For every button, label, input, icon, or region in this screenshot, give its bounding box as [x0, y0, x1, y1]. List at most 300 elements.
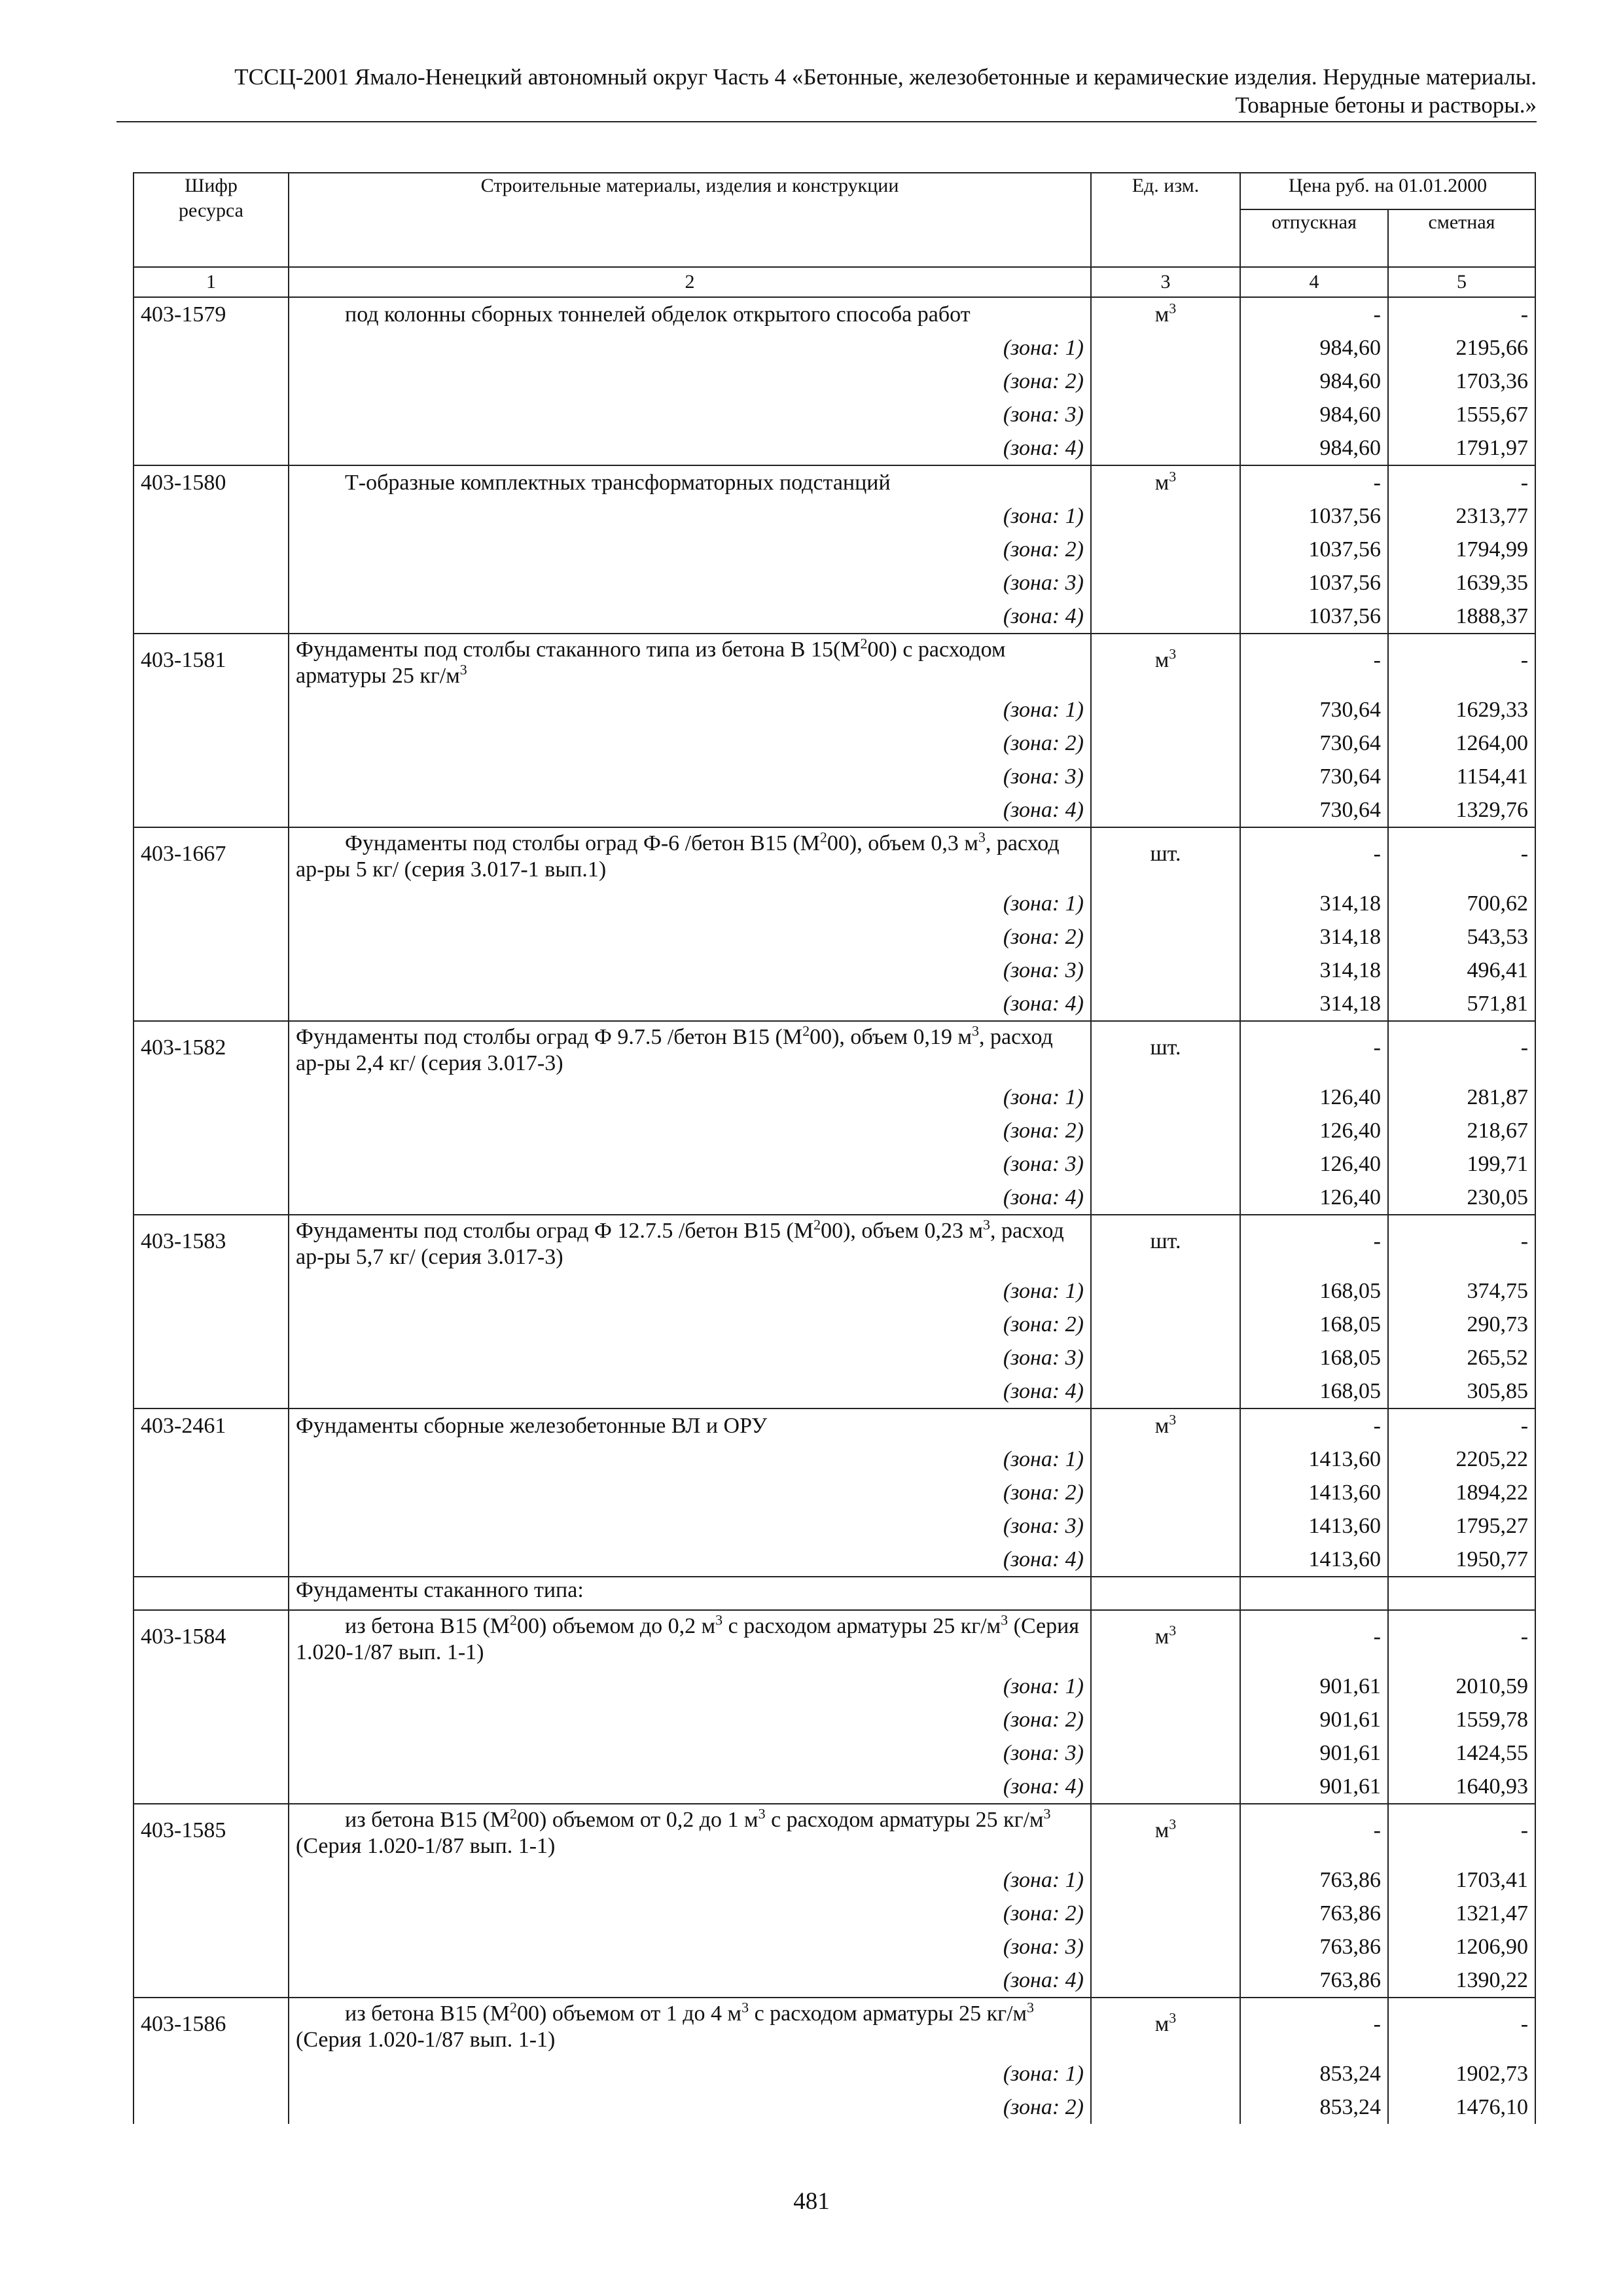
empty-cell: [1091, 1543, 1240, 1577]
empty-cell: [134, 1509, 289, 1543]
resource-name: из бетона В15 $(М^200)$ объемом от 1 до 4 $м^3$ с расходом арматуры 25 $кг/м^3$ (Серия 1.020-1/87 вып. 1-1): [289, 1998, 1091, 2057]
empty-cell: [134, 2057, 289, 2090]
zone-estimate-price: 1950,77: [1388, 1543, 1535, 1577]
resource-row: [134, 1804, 1535, 1863]
empty-cell: [134, 2090, 289, 2124]
zone-estimate-price: 1476,10: [1388, 2090, 1535, 2124]
zone-label: (зона: 1): [289, 1443, 1091, 1476]
zone-label: (зона: 4): [289, 1374, 1091, 1408]
empty-cell: [1091, 2057, 1240, 2090]
empty-cell: [134, 566, 289, 600]
zone-label: (зона: 2): [289, 1897, 1091, 1930]
empty-cell: [1091, 1443, 1240, 1476]
zone-row: [134, 431, 1535, 465]
zone-label: (зона: 4): [289, 1543, 1091, 1577]
empty-cell: [1091, 1897, 1240, 1930]
zone-row: [134, 1274, 1535, 1308]
resource-name: под колонны сборных тоннелей обделок открытого способа работ: [289, 297, 1091, 331]
zone-estimate-price: 1791,97: [1388, 431, 1535, 465]
col-header-price: Цена руб. на 01.01.2000: [1240, 173, 1535, 209]
empty-cell: [134, 1308, 289, 1341]
empty-cell: [134, 1147, 289, 1181]
zone-row: [134, 1341, 1535, 1374]
zone-row: [134, 1964, 1535, 1998]
zone-estimate-price: 1629,33: [1388, 693, 1535, 726]
release-price: -: [1240, 1215, 1388, 1274]
unit-of-measure: $м^3$: [1091, 297, 1240, 331]
zone-estimate-price: 543,53: [1388, 920, 1535, 954]
zone-row: [134, 1897, 1535, 1930]
zone-estimate-price: 1390,22: [1388, 1964, 1535, 1998]
zone-estimate-price: 1559,78: [1388, 1703, 1535, 1736]
zone-row: [134, 1443, 1535, 1476]
zone-label: (зона: 3): [289, 760, 1091, 793]
col-number: 1: [134, 267, 289, 297]
empty-cell: [1091, 2090, 1240, 2124]
zone-label: (зона: 1): [289, 887, 1091, 920]
resource-name: Фундаменты под столбы оград Ф-6 /бетон В15 $(М^200)$, объем 0,3 $м^3$, расход ар-ры 5 кг/ (серия 3.017-1 вып.1): [289, 827, 1091, 887]
estimate-price: -: [1388, 1998, 1535, 2057]
resource-code: 403-1579: [134, 297, 289, 331]
unit-of-measure: $м^3$: [1091, 465, 1240, 499]
zone-label: (зона: 2): [289, 365, 1091, 398]
zone-release-price: 763,86: [1240, 1863, 1388, 1897]
zone-label: (зона: 1): [289, 1274, 1091, 1308]
zone-row: [134, 1543, 1535, 1577]
zone-release-price: 901,61: [1240, 1703, 1388, 1736]
empty-cell: [1091, 726, 1240, 760]
resource-row: [134, 1215, 1535, 1274]
zone-estimate-price: 2195,66: [1388, 331, 1535, 365]
zone-row: [134, 533, 1535, 566]
empty-cell: [134, 726, 289, 760]
zone-release-price: 1413,60: [1240, 1543, 1388, 1577]
zone-release-price: 1413,60: [1240, 1509, 1388, 1543]
zone-estimate-price: 199,71: [1388, 1147, 1535, 1181]
zone-label: (зона: 2): [289, 533, 1091, 566]
resource-row: [134, 1998, 1535, 2057]
zone-release-price: 314,18: [1240, 920, 1388, 954]
unit-of-measure: $м^3$: [1091, 1610, 1240, 1670]
zone-row: [134, 2057, 1535, 2090]
empty-cell: [1091, 1964, 1240, 1998]
empty-cell: [134, 987, 289, 1021]
zone-estimate-price: 374,75: [1388, 1274, 1535, 1308]
resource-code: 403-1582: [134, 1021, 289, 1081]
zone-row: [134, 2090, 1535, 2124]
zone-release-price: 168,05: [1240, 1374, 1388, 1408]
empty-cell: [1091, 566, 1240, 600]
column-number-row: [134, 267, 1535, 297]
zone-label: (зона: 1): [289, 331, 1091, 365]
zone-estimate-price: 1555,67: [1388, 398, 1535, 431]
resource-row: [134, 465, 1535, 499]
empty-cell: [1091, 760, 1240, 793]
empty-cell: [1091, 1476, 1240, 1509]
zone-row: [134, 1181, 1535, 1215]
zone-estimate-price: 1888,37: [1388, 600, 1535, 634]
zone-label: (зона: 1): [289, 1863, 1091, 1897]
resource-code: 403-1584: [134, 1610, 289, 1670]
zone-row: [134, 954, 1535, 987]
zone-label: (зона: 2): [289, 1114, 1091, 1147]
resource-name: из бетона В15 $(М^200)$ объемом от 0,2 до 1 $м^3$ с расходом арматуры 25 $кг/м^3$ (Серия 1.020-1/87 вып. 1-1): [289, 1804, 1091, 1863]
unit-of-measure: шт.: [1091, 827, 1240, 887]
col-number: 5: [1388, 267, 1535, 297]
empty-cell: [134, 533, 289, 566]
empty-cell: [134, 398, 289, 431]
zone-label: (зона: 3): [289, 1736, 1091, 1770]
zone-row: [134, 1476, 1535, 1509]
zone-label: (зона: 3): [289, 954, 1091, 987]
zone-estimate-price: 571,81: [1388, 987, 1535, 1021]
empty-cell: [1091, 331, 1240, 365]
estimate-price: -: [1388, 827, 1535, 887]
price-table: [133, 172, 1536, 2124]
zone-label: (зона: 1): [289, 693, 1091, 726]
empty-cell: [1091, 1770, 1240, 1804]
zone-release-price: 730,64: [1240, 693, 1388, 726]
resource-name: Фундаменты под столбы оград Ф 9.7.5 /бетон В15 $(М^200)$, объем 0,19 $м^3$, расход ар-ры 2,4 кг/ (серия 3.017-3): [289, 1021, 1091, 1081]
zone-release-price: 984,60: [1240, 365, 1388, 398]
empty-cell: [134, 920, 289, 954]
zone-label: (зона: 4): [289, 1181, 1091, 1215]
section-title: Фундаменты стаканного типа:: [289, 1577, 1091, 1610]
empty-cell: [134, 1930, 289, 1964]
zone-row: [134, 499, 1535, 533]
empty-cell: [1091, 1670, 1240, 1703]
unit-of-measure: шт.: [1091, 1021, 1240, 1081]
zone-release-price: 763,86: [1240, 1930, 1388, 1964]
zone-estimate-price: 496,41: [1388, 954, 1535, 987]
page-number: 481: [793, 2188, 830, 2215]
zone-release-price: 763,86: [1240, 1964, 1388, 1998]
zone-estimate-price: 1902,73: [1388, 2057, 1535, 2090]
empty-cell: [134, 793, 289, 827]
empty-cell: [134, 1341, 289, 1374]
unit-of-measure: $м^3$: [1091, 1998, 1240, 2057]
zone-release-price: 763,86: [1240, 1897, 1388, 1930]
zone-release-price: 1037,56: [1240, 499, 1388, 533]
empty-cell: [134, 431, 289, 465]
col-number: 3: [1091, 267, 1240, 297]
zone-row: [134, 987, 1535, 1021]
estimate-price: -: [1388, 465, 1535, 499]
zone-release-price: 984,60: [1240, 431, 1388, 465]
zone-label: (зона: 4): [289, 431, 1091, 465]
release-price: -: [1240, 297, 1388, 331]
zone-estimate-price: 1329,76: [1388, 793, 1535, 827]
empty-cell: [134, 760, 289, 793]
resource-code: 403-1580: [134, 465, 289, 499]
zone-label: (зона: 4): [289, 600, 1091, 634]
col-number: 2: [289, 267, 1091, 297]
zone-release-price: 730,64: [1240, 726, 1388, 760]
zone-label: (зона: 2): [289, 1308, 1091, 1341]
zone-label: (зона: 3): [289, 1509, 1091, 1543]
zone-label: (зона: 3): [289, 566, 1091, 600]
empty-cell: [1091, 887, 1240, 920]
zone-row: [134, 1770, 1535, 1804]
resource-row: [134, 1408, 1535, 1443]
zone-row: [134, 1670, 1535, 1703]
zone-label: (зона: 1): [289, 1081, 1091, 1114]
zone-row: [134, 920, 1535, 954]
estimate-price: -: [1388, 1215, 1535, 1274]
empty-cell: [1091, 1736, 1240, 1770]
empty-cell: [134, 1114, 289, 1147]
empty-cell: [134, 1964, 289, 1998]
zone-label: (зона: 3): [289, 1341, 1091, 1374]
zone-release-price: 1037,56: [1240, 533, 1388, 566]
zone-estimate-price: 2205,22: [1388, 1443, 1535, 1476]
zone-label: (зона: 4): [289, 1770, 1091, 1804]
empty-cell: [1091, 1577, 1240, 1610]
resource-code: 403-1581: [134, 634, 289, 693]
zone-estimate-price: 218,67: [1388, 1114, 1535, 1147]
empty-cell: [1091, 1509, 1240, 1543]
header-line-1: ТССЦ-2001 Ямало-Ненецкий автономный округ Часть 4 «Бетонные, железобетонные и керамические изделия. Нерудные материалы.: [234, 64, 1537, 90]
zone-release-price: 901,61: [1240, 1670, 1388, 1703]
col-number: 4: [1240, 267, 1388, 297]
zone-release-price: 901,61: [1240, 1770, 1388, 1804]
zone-row: [134, 1081, 1535, 1114]
zone-release-price: 730,64: [1240, 760, 1388, 793]
zone-label: (зона: 4): [289, 793, 1091, 827]
zone-estimate-price: 1703,41: [1388, 1863, 1535, 1897]
zone-estimate-price: 305,85: [1388, 1374, 1535, 1408]
zone-row: [134, 793, 1535, 827]
zone-row: [134, 693, 1535, 726]
empty-cell: [134, 1443, 289, 1476]
zone-estimate-price: 2313,77: [1388, 499, 1535, 533]
resource-code: 403-1667: [134, 827, 289, 887]
empty-cell: [1091, 398, 1240, 431]
resource-row: [134, 634, 1535, 693]
empty-cell: [134, 499, 289, 533]
empty-cell: [1091, 499, 1240, 533]
resource-code: 403-2461: [134, 1408, 289, 1443]
resource-name: Т-образные комплектных трансформаторных подстанций: [289, 465, 1091, 499]
zone-estimate-price: 1794,99: [1388, 533, 1535, 566]
empty-cell: [1091, 365, 1240, 398]
zone-label: (зона: 1): [289, 2057, 1091, 2090]
empty-cell: [134, 1476, 289, 1509]
resource-row: [134, 297, 1535, 331]
zone-release-price: 901,61: [1240, 1736, 1388, 1770]
empty-cell: [134, 1736, 289, 1770]
zone-release-price: 1413,60: [1240, 1443, 1388, 1476]
estimate-price: -: [1388, 1804, 1535, 1863]
release-price: -: [1240, 1408, 1388, 1443]
resource-name: из бетона В15 $(М^200)$ объемом до 0,2 $м^3$ с расходом арматуры 25 $кг/м^3$ (Серия 1.020-1/87 вып. 1-1): [289, 1610, 1091, 1670]
zone-label: (зона: 2): [289, 2090, 1091, 2124]
empty-cell: [134, 1670, 289, 1703]
estimate-price: -: [1388, 634, 1535, 693]
zone-release-price: 853,24: [1240, 2090, 1388, 2124]
zone-row: [134, 1374, 1535, 1408]
zone-row: [134, 1308, 1535, 1341]
zone-row: [134, 1147, 1535, 1181]
zone-label: (зона: 3): [289, 1930, 1091, 1964]
estimate-price: -: [1388, 1610, 1535, 1670]
empty-cell: [1240, 1577, 1388, 1610]
col-header-code: Шифр ресурса: [134, 173, 289, 267]
empty-cell: [1091, 920, 1240, 954]
zone-label: (зона: 1): [289, 499, 1091, 533]
estimate-price: -: [1388, 1021, 1535, 1081]
zone-release-price: 126,40: [1240, 1147, 1388, 1181]
empty-cell: [134, 1863, 289, 1897]
zone-estimate-price: 230,05: [1388, 1181, 1535, 1215]
zone-label: (зона: 3): [289, 1147, 1091, 1181]
empty-cell: [1091, 431, 1240, 465]
zone-estimate-price: 1640,93: [1388, 1770, 1535, 1804]
empty-cell: [1091, 1703, 1240, 1736]
col-header-unit: Ед. изм.: [1091, 173, 1240, 267]
zone-row: [134, 1736, 1535, 1770]
empty-cell: [1091, 1863, 1240, 1897]
zone-estimate-price: 265,52: [1388, 1341, 1535, 1374]
zone-estimate-price: 1639,35: [1388, 566, 1535, 600]
zone-row: [134, 365, 1535, 398]
estimate-price: -: [1388, 297, 1535, 331]
empty-cell: [1091, 1374, 1240, 1408]
zone-release-price: 314,18: [1240, 987, 1388, 1021]
empty-cell: [1091, 1147, 1240, 1181]
release-price: -: [1240, 827, 1388, 887]
zone-estimate-price: 281,87: [1388, 1081, 1535, 1114]
zone-label: (зона: 2): [289, 726, 1091, 760]
empty-cell: [1091, 533, 1240, 566]
empty-cell: [1388, 1577, 1535, 1610]
empty-cell: [1091, 1181, 1240, 1215]
resource-row: [134, 827, 1535, 887]
release-price: -: [1240, 1610, 1388, 1670]
zone-release-price: 168,05: [1240, 1274, 1388, 1308]
header-divider: [116, 121, 1537, 122]
zone-label: (зона: 4): [289, 1964, 1091, 1998]
zone-row: [134, 566, 1535, 600]
zone-estimate-price: 1206,90: [1388, 1930, 1535, 1964]
zone-estimate-price: 1795,27: [1388, 1509, 1535, 1543]
empty-cell: [134, 1081, 289, 1114]
empty-cell: [1091, 1930, 1240, 1964]
release-price: -: [1240, 1021, 1388, 1081]
empty-cell: [1091, 693, 1240, 726]
resource-code: 403-1583: [134, 1215, 289, 1274]
zone-label: (зона: 1): [289, 1670, 1091, 1703]
zone-release-price: 314,18: [1240, 954, 1388, 987]
col-header-estimate: сметная: [1388, 209, 1535, 267]
zone-release-price: 853,24: [1240, 2057, 1388, 2090]
zone-row: [134, 331, 1535, 365]
resource-name: Фундаменты сборные железобетонные ВЛ и ОРУ: [289, 1408, 1091, 1443]
zone-release-price: 1037,56: [1240, 566, 1388, 600]
zone-release-price: 730,64: [1240, 793, 1388, 827]
zone-row: [134, 1509, 1535, 1543]
empty-cell: [134, 887, 289, 920]
estimate-price: -: [1388, 1408, 1535, 1443]
release-price: -: [1240, 465, 1388, 499]
empty-cell: [134, 1374, 289, 1408]
empty-cell: [134, 1274, 289, 1308]
running-header: [116, 63, 1537, 119]
zone-release-price: 126,40: [1240, 1181, 1388, 1215]
empty-cell: [1091, 954, 1240, 987]
resource-name: Фундаменты под столбы стаканного типа из бетона В $15(М^200)$ с расходом арматуры 25 $кг/м^3$: [289, 634, 1091, 693]
zone-release-price: 1037,56: [1240, 600, 1388, 634]
col-header-name: Строительные материалы, изделия и конструкции: [289, 173, 1091, 267]
zone-estimate-price: 290,73: [1388, 1308, 1535, 1341]
unit-of-measure: $м^3$: [1091, 1408, 1240, 1443]
zone-row: [134, 760, 1535, 793]
release-price: -: [1240, 1998, 1388, 2057]
empty-cell: [134, 1181, 289, 1215]
zone-label: (зона: 2): [289, 1476, 1091, 1509]
zone-estimate-price: 700,62: [1388, 887, 1535, 920]
section-row: [134, 1577, 1535, 1610]
resource-code: 403-1585: [134, 1804, 289, 1863]
col-header-release: отпускная: [1240, 209, 1388, 267]
zone-estimate-price: 1703,36: [1388, 365, 1535, 398]
empty-cell: [134, 331, 289, 365]
zone-row: [134, 398, 1535, 431]
empty-cell: [1091, 600, 1240, 634]
unit-of-measure: $м^3$: [1091, 1804, 1240, 1863]
empty-cell: [1091, 1308, 1240, 1341]
release-price: -: [1240, 634, 1388, 693]
empty-cell: [1091, 987, 1240, 1021]
zone-release-price: 126,40: [1240, 1081, 1388, 1114]
zone-release-price: 314,18: [1240, 887, 1388, 920]
zone-label: (зона: 2): [289, 920, 1091, 954]
empty-cell: [1091, 1114, 1240, 1147]
zone-release-price: 168,05: [1240, 1308, 1388, 1341]
unit-of-measure: $м^3$: [1091, 634, 1240, 693]
resource-code: 403-1586: [134, 1998, 289, 2057]
release-price: -: [1240, 1804, 1388, 1863]
resource-name: Фундаменты под столбы оград Ф 12.7.5 /бетон В15 $(М^200)$, объем 0,23 $м^3$, расход ар-ры 5,7 кг/ (серия 3.017-3): [289, 1215, 1091, 1274]
zone-row: [134, 600, 1535, 634]
zone-row: [134, 726, 1535, 760]
empty-cell: [1091, 793, 1240, 827]
zone-row: [134, 1930, 1535, 1964]
empty-cell: [1091, 1081, 1240, 1114]
zone-row: [134, 1863, 1535, 1897]
zone-label: (зона: 2): [289, 1703, 1091, 1736]
zone-estimate-price: 1424,55: [1388, 1736, 1535, 1770]
zone-release-price: 126,40: [1240, 1114, 1388, 1147]
empty-cell: [134, 1543, 289, 1577]
zone-release-price: 984,60: [1240, 398, 1388, 431]
empty-cell: [134, 1577, 289, 1610]
empty-cell: [1091, 1274, 1240, 1308]
zone-estimate-price: 1154,41: [1388, 760, 1535, 793]
zone-label: (зона: 3): [289, 398, 1091, 431]
zone-row: [134, 887, 1535, 920]
unit-of-measure: шт.: [1091, 1215, 1240, 1274]
empty-cell: [134, 954, 289, 987]
zone-row: [134, 1703, 1535, 1736]
zone-estimate-price: 1321,47: [1388, 1897, 1535, 1930]
empty-cell: [134, 1703, 289, 1736]
resource-row: [134, 1021, 1535, 1081]
empty-cell: [134, 600, 289, 634]
zone-release-price: 168,05: [1240, 1341, 1388, 1374]
zone-label: (зона: 4): [289, 987, 1091, 1021]
zone-row: [134, 1114, 1535, 1147]
